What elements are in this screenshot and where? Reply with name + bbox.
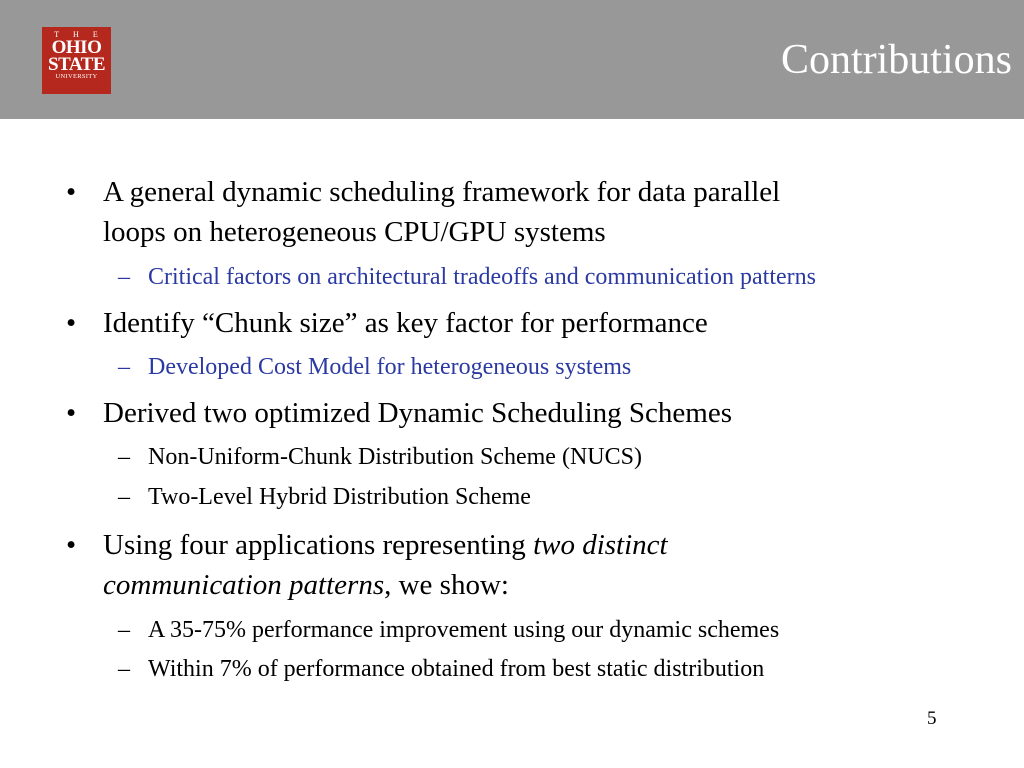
dash-glyph: – [118, 656, 130, 682]
bullet-4-text [103, 525, 923, 605]
slide-title: Contributions [780, 37, 1012, 83]
bullet-3-sub-1-text: Non-Uniform-Chunk Distribution Scheme (NUCS) [148, 444, 642, 470]
dash-glyph: – [118, 264, 130, 290]
bullet-3-sub-2-text: Two-Level Hybrid Distribution Scheme [148, 484, 531, 510]
bullet-4-line1-emphasis: two distinct [533, 529, 668, 561]
bullet-2-sub-1-text: Developed Cost Model for heterogeneous systems [148, 354, 632, 380]
dash-glyph: – [118, 484, 130, 510]
bullet-1-line1: A general dynamic scheduling framework for data parallel [103, 176, 781, 208]
bullet-2-text: Identify “Chunk size” as key factor for performance [103, 307, 708, 339]
bullet-glyph: • [66, 529, 77, 561]
dash-glyph: – [118, 444, 130, 470]
bullet-glyph: • [66, 307, 77, 339]
bullet-1-text [103, 172, 923, 252]
bullet-4-sub-2-text: Within 7% of performance obtained from best static distribution [148, 656, 765, 682]
logo-ohio: OHIO [51, 37, 102, 58]
bullet-4-line2-emphasis: communication patterns [103, 569, 385, 601]
bullet-4-line1-pre: Using four applications representing [103, 529, 534, 561]
logo-state: STATE [48, 54, 105, 75]
logo-university: UNIVERSITY [55, 73, 98, 80]
page-number: 5 [927, 708, 937, 729]
dash-glyph: – [118, 354, 130, 380]
bullet-glyph: • [66, 176, 77, 208]
logo-the: T H E [54, 30, 104, 39]
bullet-4-line2-post: , we show: [384, 569, 509, 601]
bullet-glyph: • [66, 397, 77, 429]
bullet-4-sub-1-text: A 35-75% performance improvement using our dynamic schemes [148, 617, 780, 643]
bullet-1-sub-1-text: Critical factors on architectural tradeoffs and communication patterns [148, 264, 816, 290]
bullet-1-line2: loops on heterogeneous CPU/GPU systems [103, 216, 606, 248]
dash-glyph: – [118, 617, 130, 643]
bullet-3-text: Derived two optimized Dynamic Scheduling Schemes [103, 397, 732, 429]
